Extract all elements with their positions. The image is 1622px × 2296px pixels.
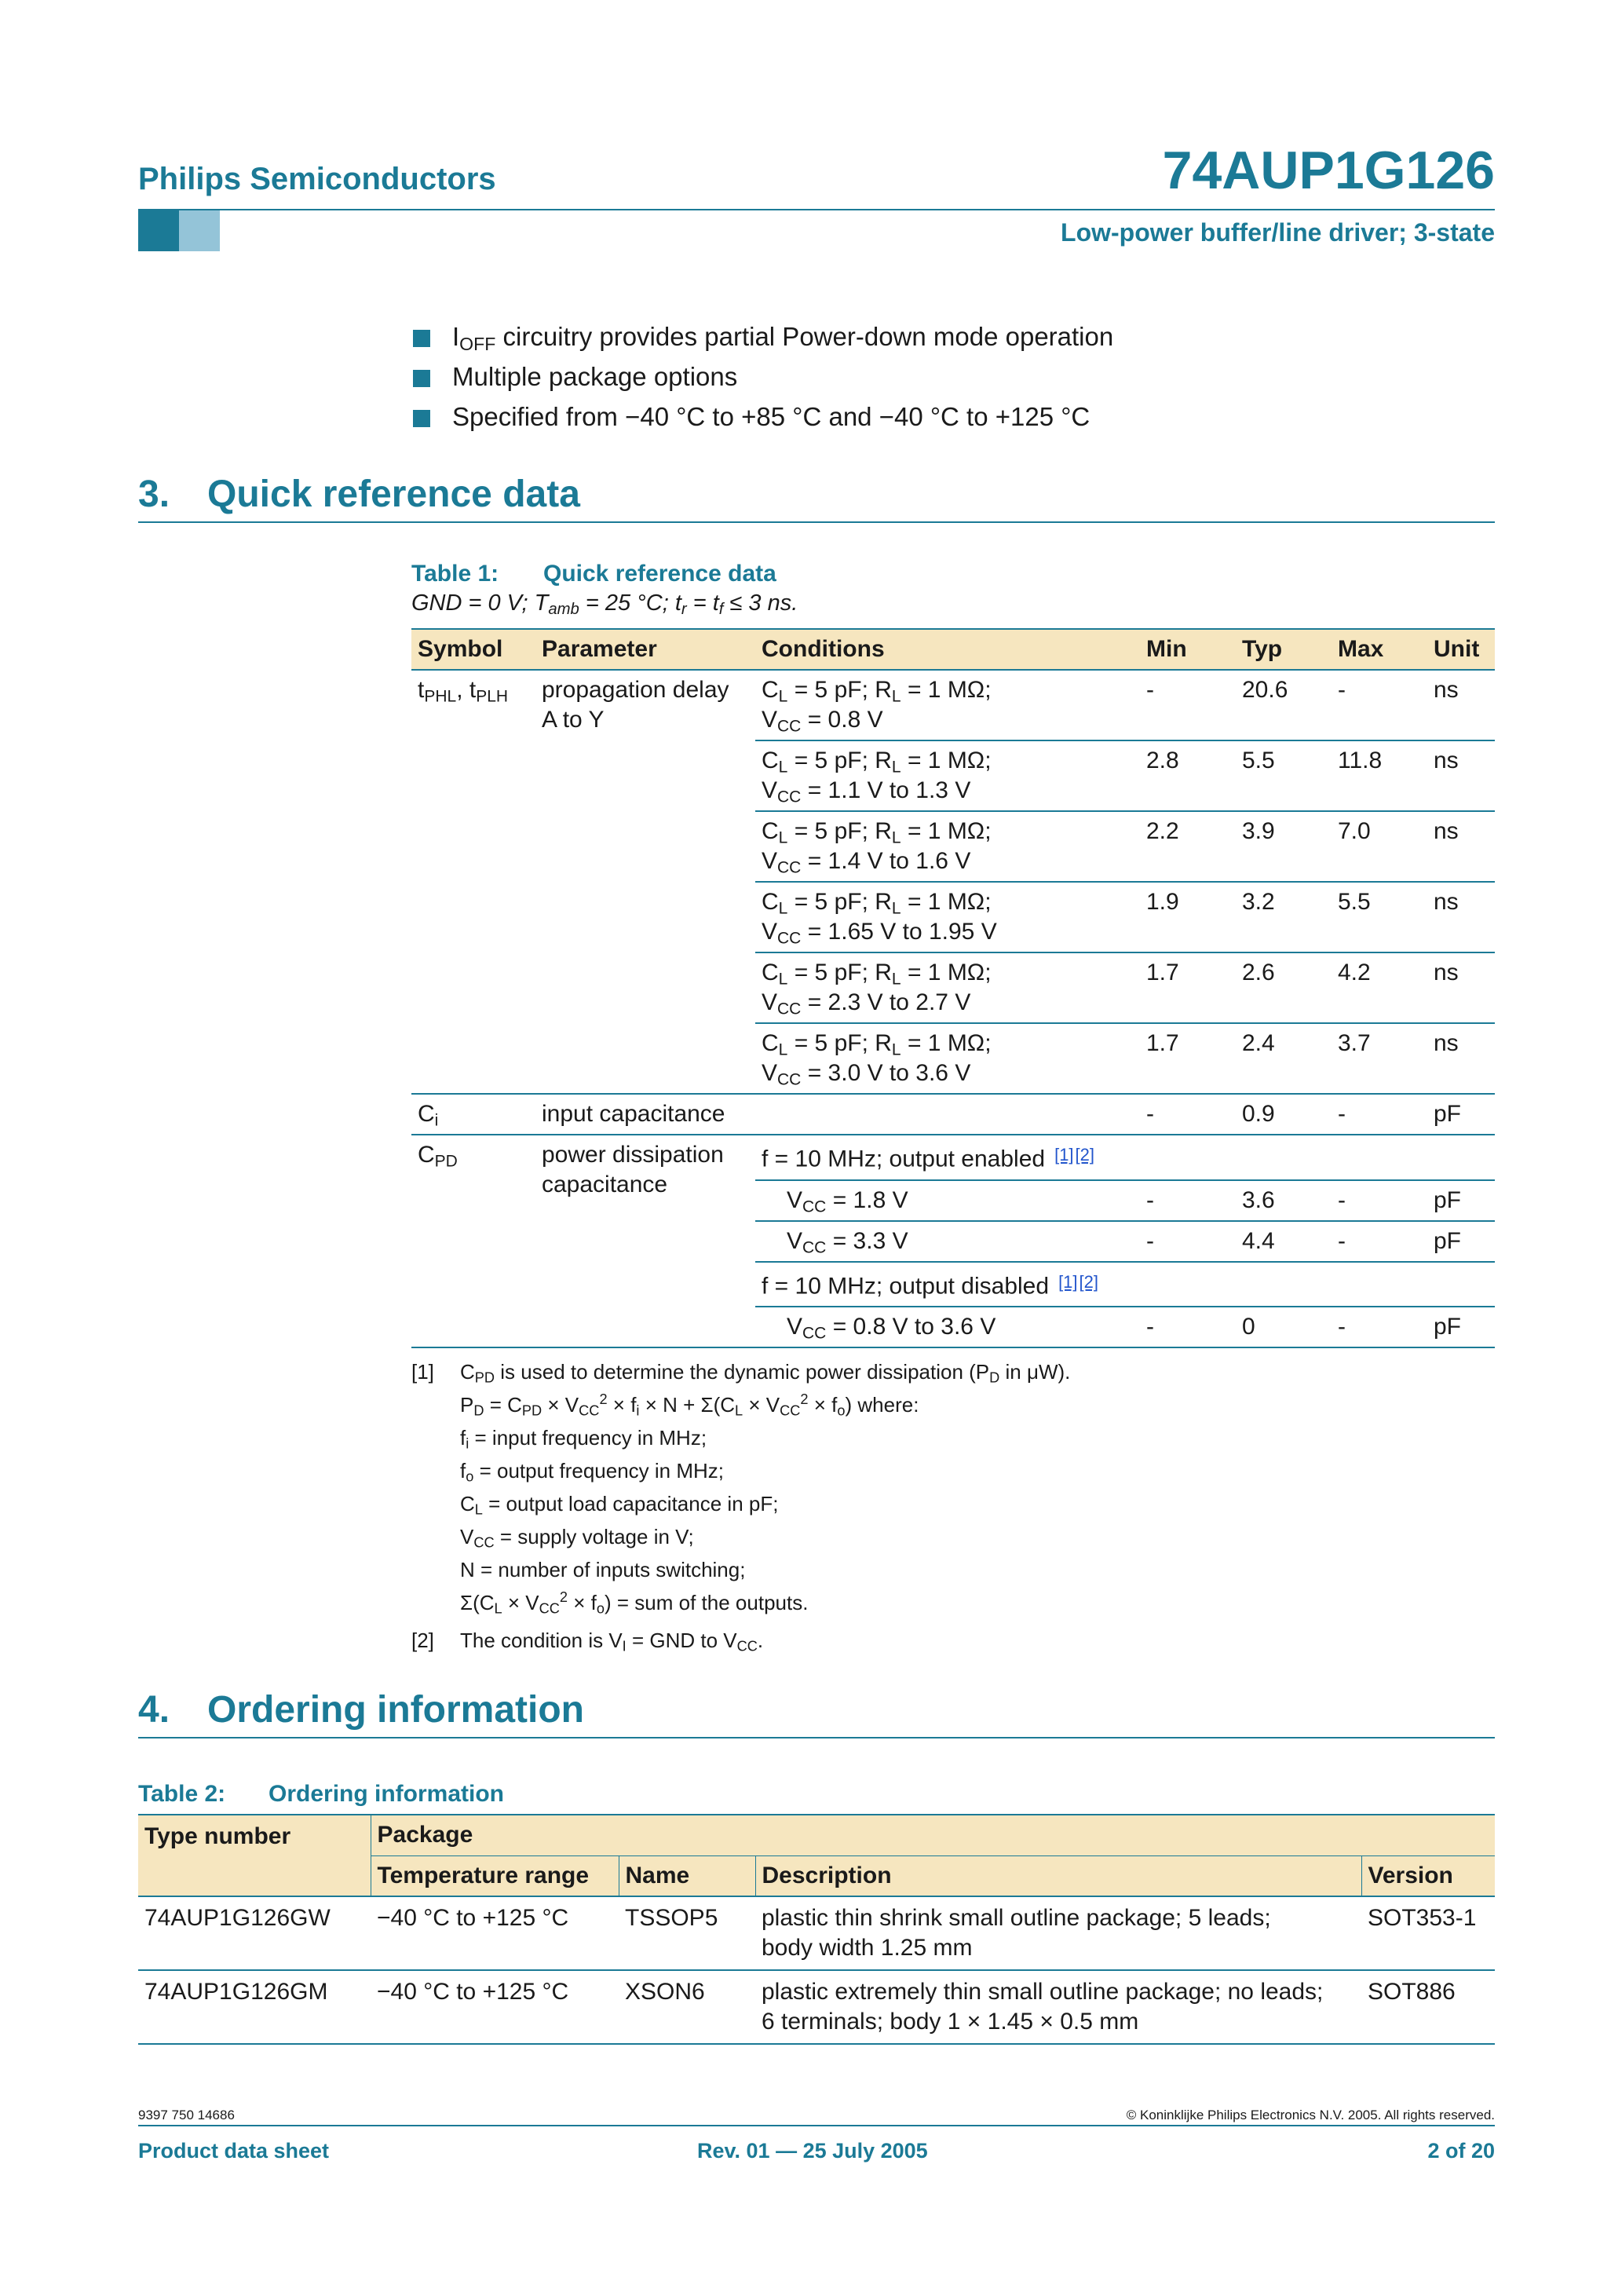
unit-value: pF bbox=[1427, 1307, 1495, 1347]
col-header-name: Name bbox=[619, 1855, 755, 1896]
footnote-1: [1] $C_{PD}$ is used to determine the dynamic power dissipation ($P_D$ in μW). $P_D = C_{PD} \times V_{CC}^2 \times f_i \times N + \Sigma(C_L \times V_{CC}^2 \times f_o)$ where: $f_i$ = input frequency in MHz; $f_o$ = output frequency in MHz; $C_L$ = output load capacitance in pF; $V_{CC}$ = supply voltage in V; N = number of inputs switching; $\Sigma(C_L \times V_{CC}^2 \times f_o)$ = sum of the outputs. bbox=[411, 1360, 1071, 1617]
bullet-square-icon bbox=[413, 370, 430, 387]
unit-value: ns bbox=[1427, 670, 1495, 740]
typ-value: 20.6 bbox=[1236, 670, 1332, 740]
min-value: - bbox=[1140, 670, 1236, 740]
condition-cell: f = 10 MHz; output disabled [1][2] bbox=[755, 1262, 1140, 1307]
section-heading-3: 3. Quick reference data bbox=[138, 473, 1495, 523]
package-name-cell: XSON6 bbox=[619, 1970, 755, 2044]
min-value: - bbox=[1140, 1307, 1236, 1347]
section-heading-4: 4. Ordering information bbox=[138, 1688, 1495, 1738]
col-header-conditions: Conditions bbox=[755, 629, 1140, 670]
unit-value: pF bbox=[1427, 1221, 1495, 1262]
symbol-tpd: $t_{PHL}$, $t_{PLH}$ bbox=[411, 670, 535, 1094]
max-value: - bbox=[1332, 1180, 1427, 1221]
unit-value: ns bbox=[1427, 811, 1495, 882]
header-light-square bbox=[179, 210, 220, 251]
parameter-ci: input capacitance bbox=[535, 1094, 755, 1135]
feature-item: Specified from −40 °C to +85 °C and −40 °C to +125 °C bbox=[413, 400, 1113, 441]
part-number-title: 74AUP1G126 bbox=[1162, 141, 1495, 200]
bullet-square-icon bbox=[413, 410, 430, 427]
condition-cell: $V_{CC} = 0.8$ V to 3.6 V bbox=[755, 1307, 1140, 1347]
table1-footnotes bbox=[411, 1355, 1070, 1657]
max-value: 11.8 bbox=[1332, 740, 1427, 811]
footer-page-number: 2 of 20 bbox=[1427, 2139, 1495, 2163]
col-header-min: Min bbox=[1140, 629, 1236, 670]
min-value: 1.7 bbox=[1140, 952, 1236, 1023]
min-value: - bbox=[1140, 1180, 1236, 1221]
max-value: - bbox=[1332, 1094, 1427, 1135]
max-value: 5.5 bbox=[1332, 882, 1427, 952]
document-number: 9397 750 14686 bbox=[138, 2108, 235, 2122]
min-value: - bbox=[1140, 1094, 1236, 1135]
feature-list bbox=[413, 320, 1113, 441]
table-header-row bbox=[411, 629, 1495, 670]
type-number-cell: 74AUP1G126GW bbox=[138, 1896, 371, 1970]
max-value: 7.0 bbox=[1332, 811, 1427, 882]
document-subtitle: Low-power buffer/line driver; 3-state bbox=[1061, 218, 1495, 247]
col-header-typ: Typ bbox=[1236, 629, 1332, 670]
max-value: 3.7 bbox=[1332, 1023, 1427, 1094]
min-value: 2.8 bbox=[1140, 740, 1236, 811]
header-dark-square bbox=[138, 210, 179, 251]
typ-value: 0 bbox=[1236, 1307, 1332, 1347]
unit-value: ns bbox=[1427, 882, 1495, 952]
col-header-description: Description bbox=[755, 1855, 1361, 1896]
max-value: - bbox=[1332, 1221, 1427, 1262]
condition-cell: $C_L = 5$ pF; $R_L = 1$ MΩ; $V_{CC} = 1.4$ V to 1.6 V bbox=[755, 811, 1140, 882]
unit-value: ns bbox=[1427, 1023, 1495, 1094]
col-header-max: Max bbox=[1332, 629, 1427, 670]
condition-cell: $C_L = 5$ pF; $R_L = 1$ MΩ; $V_{CC} = 1.1$ V to 1.3 V bbox=[755, 740, 1140, 811]
footer-doc-type: Product data sheet bbox=[138, 2139, 330, 2163]
symbol-ci: $C_i$ bbox=[411, 1094, 535, 1135]
footer-rule bbox=[138, 2125, 1495, 2126]
feature-item: $I_{OFF}$ circuitry provides partial Power-down mode operation bbox=[413, 320, 1113, 360]
version-cell: SOT353-1 bbox=[1361, 1896, 1495, 1970]
company-name: Philips Semiconductors bbox=[138, 162, 496, 196]
typ-value: 0.9 bbox=[1236, 1094, 1332, 1135]
min-value: 2.2 bbox=[1140, 811, 1236, 882]
footnote-ref-1[interactable]: [1] bbox=[1058, 1271, 1078, 1292]
temperature-cell: −40 °C to +125 °C bbox=[371, 1970, 619, 2044]
col-header-package: Package bbox=[371, 1815, 1495, 1855]
description-cell: plastic thin shrink small outline package; 5 leads; body width 1.25 mm bbox=[755, 1896, 1361, 1970]
unit-value: pF bbox=[1427, 1094, 1495, 1135]
unit-value: ns bbox=[1427, 952, 1495, 1023]
parameter-tpd: propagation delay A to Y bbox=[535, 670, 755, 1094]
table-row bbox=[138, 1970, 1495, 2044]
typ-value: 3.6 bbox=[1236, 1180, 1332, 1221]
max-value: - bbox=[1332, 670, 1427, 740]
footnote-ref-2[interactable]: [2] bbox=[1079, 1271, 1098, 1292]
package-name-cell: TSSOP5 bbox=[619, 1896, 755, 1970]
table-row bbox=[411, 1094, 1495, 1135]
feature-item: Multiple package options bbox=[413, 360, 1113, 400]
typ-value: 3.2 bbox=[1236, 882, 1332, 952]
col-header-parameter: Parameter bbox=[535, 629, 755, 670]
unit-value: pF bbox=[1427, 1180, 1495, 1221]
header-rule bbox=[138, 209, 1495, 210]
unit-value: ns bbox=[1427, 740, 1495, 811]
col-header-type-number: Type number bbox=[138, 1815, 371, 1896]
copyright-notice: © Koninklijke Philips Electronics N.V. 2005. All rights reserved. bbox=[1126, 2108, 1495, 2122]
table2-caption: Table 2: Ordering information bbox=[138, 1781, 504, 1807]
type-number-cell: 74AUP1G126GM bbox=[138, 1970, 371, 2044]
typ-value: 3.9 bbox=[1236, 811, 1332, 882]
table-row bbox=[411, 670, 1495, 740]
typ-value: 4.4 bbox=[1236, 1221, 1332, 1262]
typ-value: 2.4 bbox=[1236, 1023, 1332, 1094]
quick-reference-table bbox=[411, 628, 1495, 1348]
min-value: 1.9 bbox=[1140, 882, 1236, 952]
condition-cell: $C_L = 5$ pF; $R_L = 1$ MΩ; $V_{CC} = 2.3$ V to 2.7 V bbox=[755, 952, 1140, 1023]
footnote-ref-1[interactable]: [1] bbox=[1054, 1145, 1074, 1164]
condition-cell: f = 10 MHz; output enabled [1][2] bbox=[755, 1135, 1140, 1180]
table-row bbox=[138, 1896, 1495, 1970]
col-header-unit: Unit bbox=[1427, 629, 1495, 670]
footnote-ref-2[interactable]: [2] bbox=[1075, 1145, 1095, 1164]
table1-conditions-note: GND = 0 V; $T_{amb} = 25$ °C; $t_r = t_f \le 3$ ns. bbox=[411, 590, 798, 619]
parameter-cpd: power dissipation capacitance bbox=[535, 1135, 755, 1347]
ordering-information-table bbox=[138, 1814, 1495, 2045]
table1-caption: Table 1: Quick reference data bbox=[411, 561, 776, 587]
condition-cell: $V_{CC} = 3.3$ V bbox=[755, 1221, 1140, 1262]
description-cell: plastic extremely thin small outline package; no leads; 6 terminals; body 1 × 1.45 × 0.5 mm bbox=[755, 1970, 1361, 2044]
typ-value: 5.5 bbox=[1236, 740, 1332, 811]
temperature-cell: −40 °C to +125 °C bbox=[371, 1896, 619, 1970]
typ-value: 2.6 bbox=[1236, 952, 1332, 1023]
col-header-symbol: Symbol bbox=[411, 629, 535, 670]
condition-cell: $C_L = 5$ pF; $R_L = 1$ MΩ; $V_{CC} = 0.8$ V bbox=[755, 670, 1140, 740]
footer-revision: Rev. 01 — 25 July 2005 bbox=[697, 2139, 928, 2163]
min-value: - bbox=[1140, 1221, 1236, 1262]
table-row bbox=[411, 1135, 1495, 1180]
condition-cell bbox=[755, 1094, 1140, 1135]
condition-cell: $V_{CC} = 1.8$ V bbox=[755, 1180, 1140, 1221]
symbol-cpd: $C_{PD}$ bbox=[411, 1135, 535, 1347]
table-header-row bbox=[138, 1815, 1495, 1855]
col-header-temperature-range: Temperature range bbox=[371, 1855, 619, 1896]
version-cell: SOT886 bbox=[1361, 1970, 1495, 2044]
min-value: 1.7 bbox=[1140, 1023, 1236, 1094]
max-value: 4.2 bbox=[1332, 952, 1427, 1023]
bullet-square-icon bbox=[413, 330, 430, 347]
condition-cell: $C_L = 5$ pF; $R_L = 1$ MΩ; $V_{CC} = 3.0$ V to 3.6 V bbox=[755, 1023, 1140, 1094]
max-value: - bbox=[1332, 1307, 1427, 1347]
condition-cell: $C_L = 5$ pF; $R_L = 1$ MΩ; $V_{CC} = 1.65$ V to 1.95 V bbox=[755, 882, 1140, 952]
col-header-version: Version bbox=[1361, 1855, 1495, 1896]
footnote-2: [2] The condition is $V_I$ = GND to $V_{CC}$. bbox=[411, 1629, 764, 1654]
